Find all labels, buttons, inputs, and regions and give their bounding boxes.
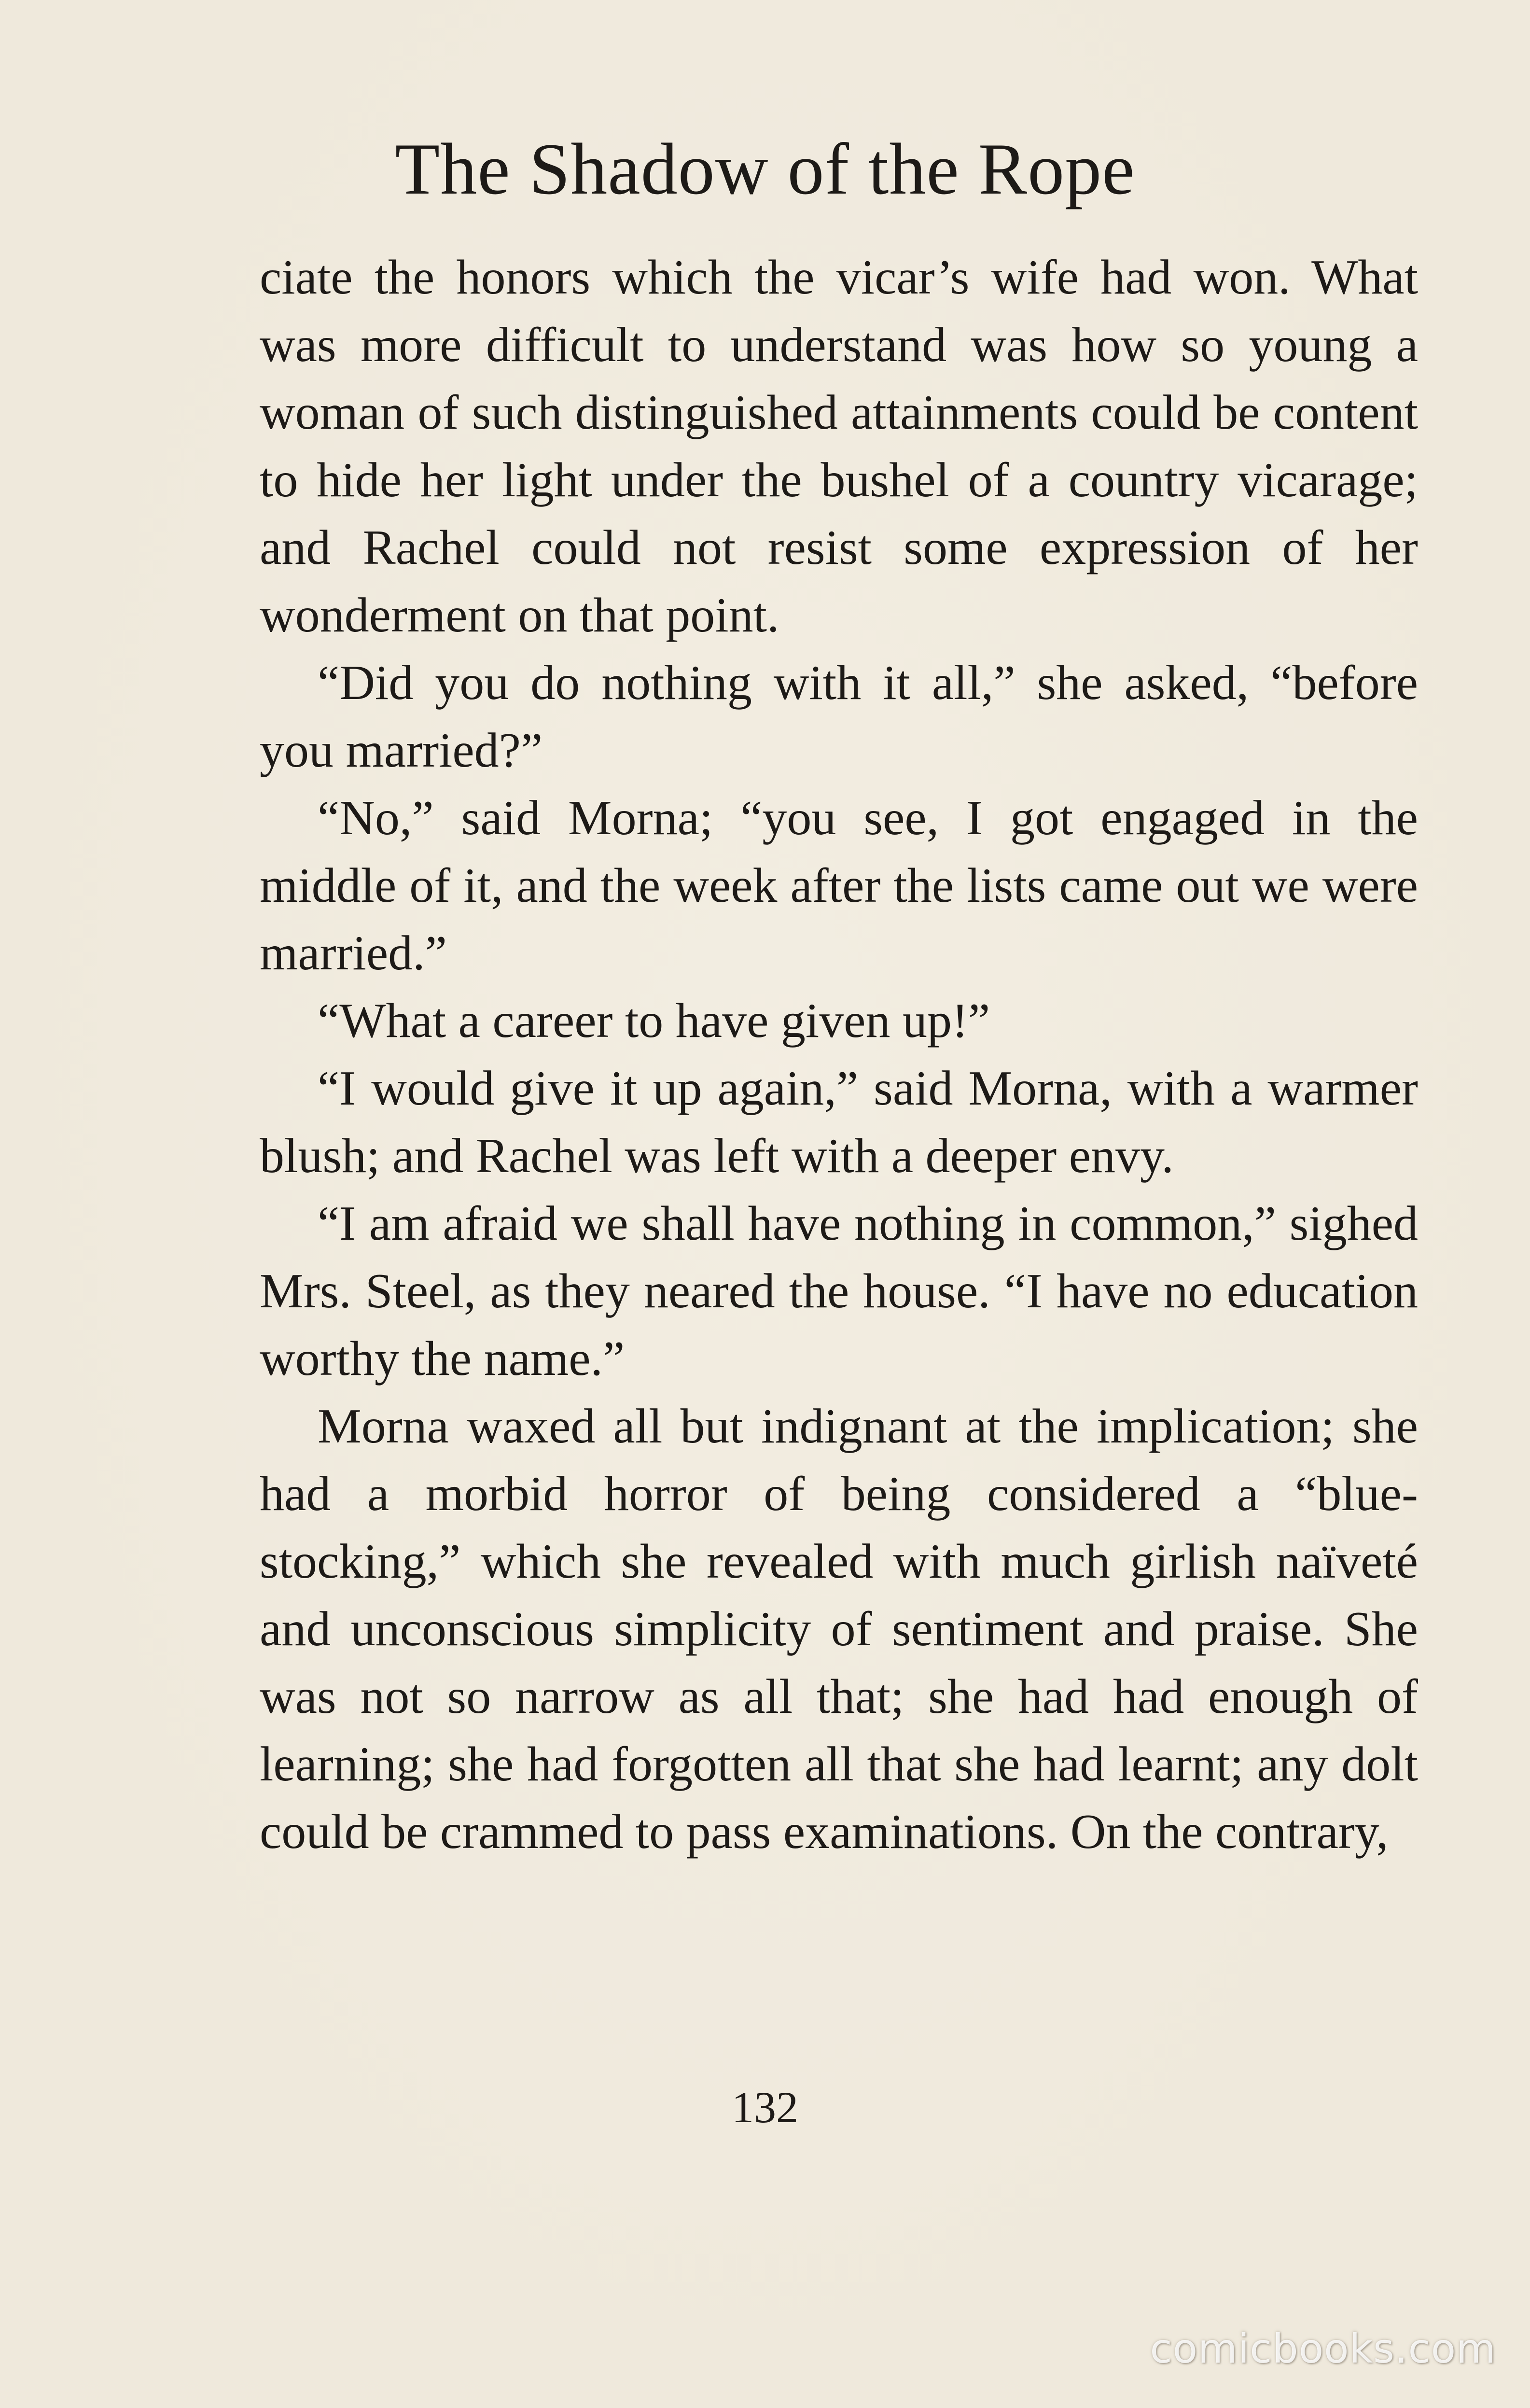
running-head: The Shadow of the Rope bbox=[395, 128, 1135, 210]
paragraph-continuation: ciate the honors which the vicar’s wife had won. What was more difficult to understand was how so young a woman of such distinguished attainments could be content to hide her light under the bushel of a country vicarage; and Rachel could not resist some expression of her wonderment on that point. bbox=[260, 250, 1418, 643]
paragraph: “Did you do nothing with it all,” she asked, “before you married?” bbox=[260, 656, 1418, 778]
paragraph: “What a career to have given up!” bbox=[318, 994, 990, 1048]
paragraph: “I would give it up again,” said Morna, with a warmer blush; and Rachel was left with a deeper envy. bbox=[260, 1061, 1418, 1183]
paragraph: “No,” said Morna; “you see, I got engaged in the middle of it, and the week after the lists came out we were married.” bbox=[260, 791, 1418, 980]
paragraph: “I am afraid we shall have nothing in common,” sighed Mrs. Steel, as they neared the house. “I have no education worthy the name.” bbox=[260, 1196, 1418, 1386]
body-text bbox=[260, 244, 1418, 1866]
paragraph: Morna waxed all but indignant at the implication; she had a morbid horror of being considered a “blue-stocking,” which she revealed with much girlish naïveté and unconscious simplicity of sentiment and praise. She was not so narrow as all that; she had had enough of learning; she had forgotten all that she had learnt; any dolt could be crammed to pass examinations. On the contrary, bbox=[260, 1399, 1418, 1859]
page-number: 132 bbox=[732, 2083, 798, 2132]
watermark: comicbooks.com bbox=[1150, 2325, 1496, 2372]
